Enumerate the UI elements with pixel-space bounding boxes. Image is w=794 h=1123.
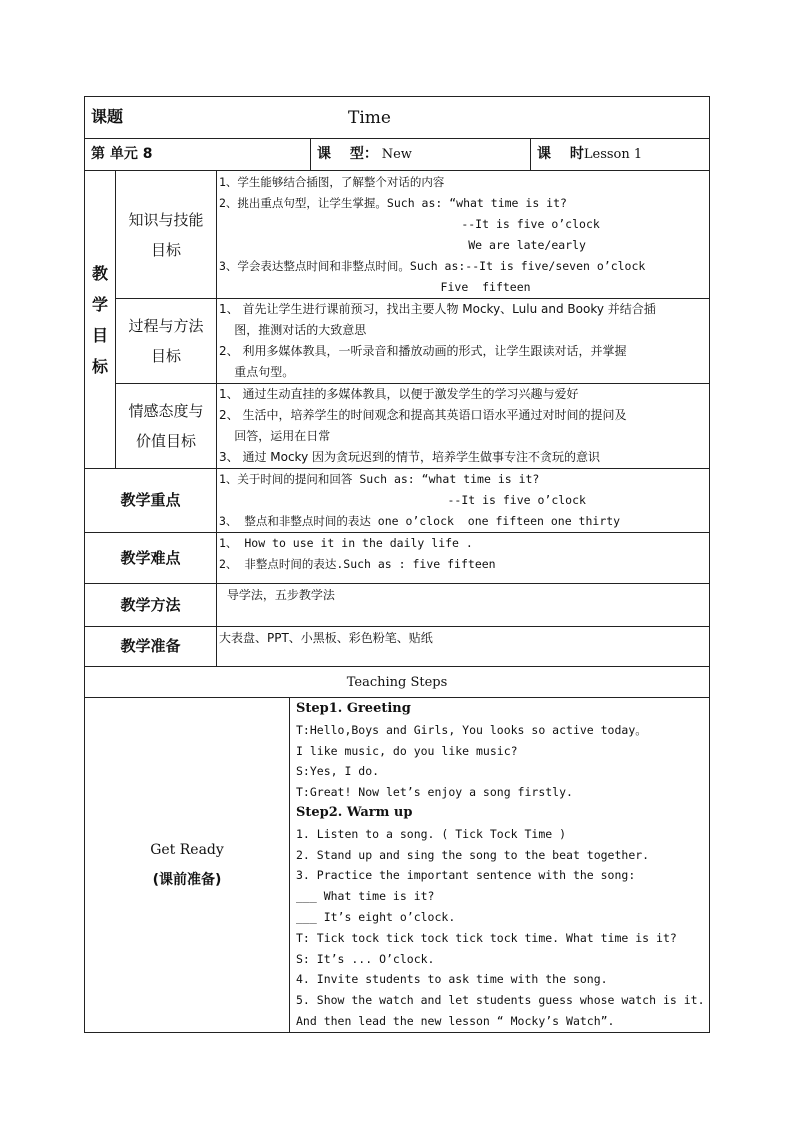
objective-knowledge-row	[85, 171, 710, 299]
title-label: 课题	[91, 107, 124, 126]
methods-row	[85, 584, 710, 627]
stage-label	[85, 698, 290, 1033]
teaching-steps-row	[85, 698, 710, 1033]
teaching-steps-heading-row	[85, 667, 710, 698]
objective-line: 1、 通过生动直挂的多媒体教具，以便于激发学生的学习兴趣与爱好	[219, 387, 579, 401]
emotion-label: 情感态度与 价值目标	[116, 384, 217, 469]
objective-line: 重点句型。	[219, 365, 295, 379]
section-char: 目	[91, 325, 108, 345]
step-line: ___ What time is it?	[296, 889, 435, 904]
difficulties-row	[85, 533, 710, 584]
unit-row	[85, 139, 710, 171]
knowledge-label: 知识与技能 目标	[116, 171, 217, 299]
objective-line: 1、 首先让学生进行课前预习，找出主要人物 Mocky、Lulu and Booky 并结合插	[219, 302, 656, 316]
type-label: 课 型：	[317, 146, 378, 162]
stage-label-en: Get Ready	[150, 841, 224, 858]
step-line: 2. Stand up and sing the song to the beat together.	[296, 847, 650, 862]
key-points-content	[217, 469, 710, 533]
lesson-title: Time	[348, 108, 391, 128]
difficulties-label: 教学难点	[85, 533, 217, 584]
emotion-content	[217, 384, 710, 469]
objective-emotion-row	[85, 384, 710, 469]
preparation-label: 教学准备	[85, 627, 217, 667]
step-heading: Step1. Greeting	[296, 701, 411, 716]
key-points-row	[85, 469, 710, 533]
objective-line: 1、学生能够结合插图，了解整个对话的内容	[219, 175, 445, 189]
teaching-steps-heading: Teaching Steps	[85, 667, 710, 698]
period-label: 课 时	[537, 146, 584, 162]
lesson-plan	[84, 96, 709, 1033]
objective-line: --It is five o’clock	[219, 217, 600, 231]
step-heading: Step2. Warm up	[296, 804, 413, 820]
section-char: 教	[91, 263, 108, 283]
objective-line: 3、 通过 Mocky 因为贪玩迟到的情节，培养学生做事专注不贪玩的意识	[219, 450, 600, 464]
process-content	[217, 299, 710, 384]
difficulties-content	[217, 533, 710, 584]
knowledge-content	[217, 171, 710, 299]
step-line: ___ It’s eight o’clock.	[296, 909, 456, 924]
step-line: 3. Practice the important sentence with the song:	[296, 868, 636, 883]
step-line: And then lead the new lesson “ Mocky’s Watch”.	[296, 1013, 615, 1028]
steps-content	[290, 698, 710, 1033]
methods-label: 教学方法	[85, 584, 217, 627]
step-line: T:Hello,Boys and Girls, You looks so active today。	[296, 722, 647, 737]
step-line: S: It’s ... O’clock.	[296, 951, 435, 966]
objective-line: 回答，运用在日常	[219, 429, 331, 443]
unit-label: 第 单元 8	[85, 139, 311, 171]
objective-line: 2、 利用多媒体教具，一听录音和播放动画的形式，让学生跟读对话，并掌握	[219, 344, 627, 358]
objective-line: 3、学会表达整点时间和非整点时间。Such as:--It is five/seven o’clock	[219, 259, 646, 273]
period-cell	[531, 139, 710, 171]
step-line: 4. Invite students to ask time with the song.	[296, 972, 608, 987]
key-point-line: --It is five o’clock	[219, 493, 586, 507]
section-char: 学	[91, 294, 108, 314]
objective-line: We are late/early	[219, 238, 586, 252]
step-line: 5. Show the watch and let students guess whose watch is it.	[296, 993, 705, 1008]
step-line: S:Yes, I do.	[296, 764, 380, 779]
objective-line: 图，推测对话的大致意思	[219, 323, 367, 337]
step-line: 1. Listen to a song. ( Tick Tock Time )	[296, 826, 567, 841]
difficulty-line: 1、 How to use it in the daily life .	[219, 536, 473, 550]
preparation-content: 大表盘、PPT、小黑板、彩色粉笔、贴纸	[217, 627, 710, 667]
title-row	[85, 97, 710, 139]
key-point-line: 1、关于时间的提问和回答 Such as: “what time is it?	[219, 472, 540, 486]
step-line: T:Great! Now let’s enjoy a song firstly.	[296, 785, 573, 800]
objectives-section-label	[85, 171, 116, 469]
process-label: 过程与方法 目标	[116, 299, 217, 384]
type-cell	[311, 139, 531, 171]
key-point-line: 3、 整点和非整点时间的表达 one o’clock one fifteen one thirty	[219, 514, 621, 528]
type-value: New	[381, 147, 412, 162]
step-line: T: Tick tock tick tock tick tock time. What time is it?	[296, 930, 677, 945]
difficulty-line: 2、 非整点时间的表达.Such as : five fifteen	[219, 557, 496, 571]
objective-line: 2、 生活中，培养学生的时间观念和提高其英语口语水平通过对时间的提问及	[219, 408, 627, 422]
key-points-label: 教学重点	[85, 469, 217, 533]
objective-process-row	[85, 299, 710, 384]
stage-label-zh: (课前准备)	[152, 871, 222, 888]
lesson-plan-table	[84, 96, 710, 1033]
methods-content: 导学法，五步教学法	[217, 584, 710, 627]
preparation-row	[85, 627, 710, 667]
period-value: Lesson 1	[583, 147, 643, 162]
section-char: 标	[91, 356, 108, 376]
objective-line: 2、挑出重点句型，让学生掌握。Such as: “what time is it?	[219, 196, 567, 210]
objective-line: Five fifteen	[219, 280, 531, 294]
step-line: I like music, do you like music?	[296, 743, 518, 758]
